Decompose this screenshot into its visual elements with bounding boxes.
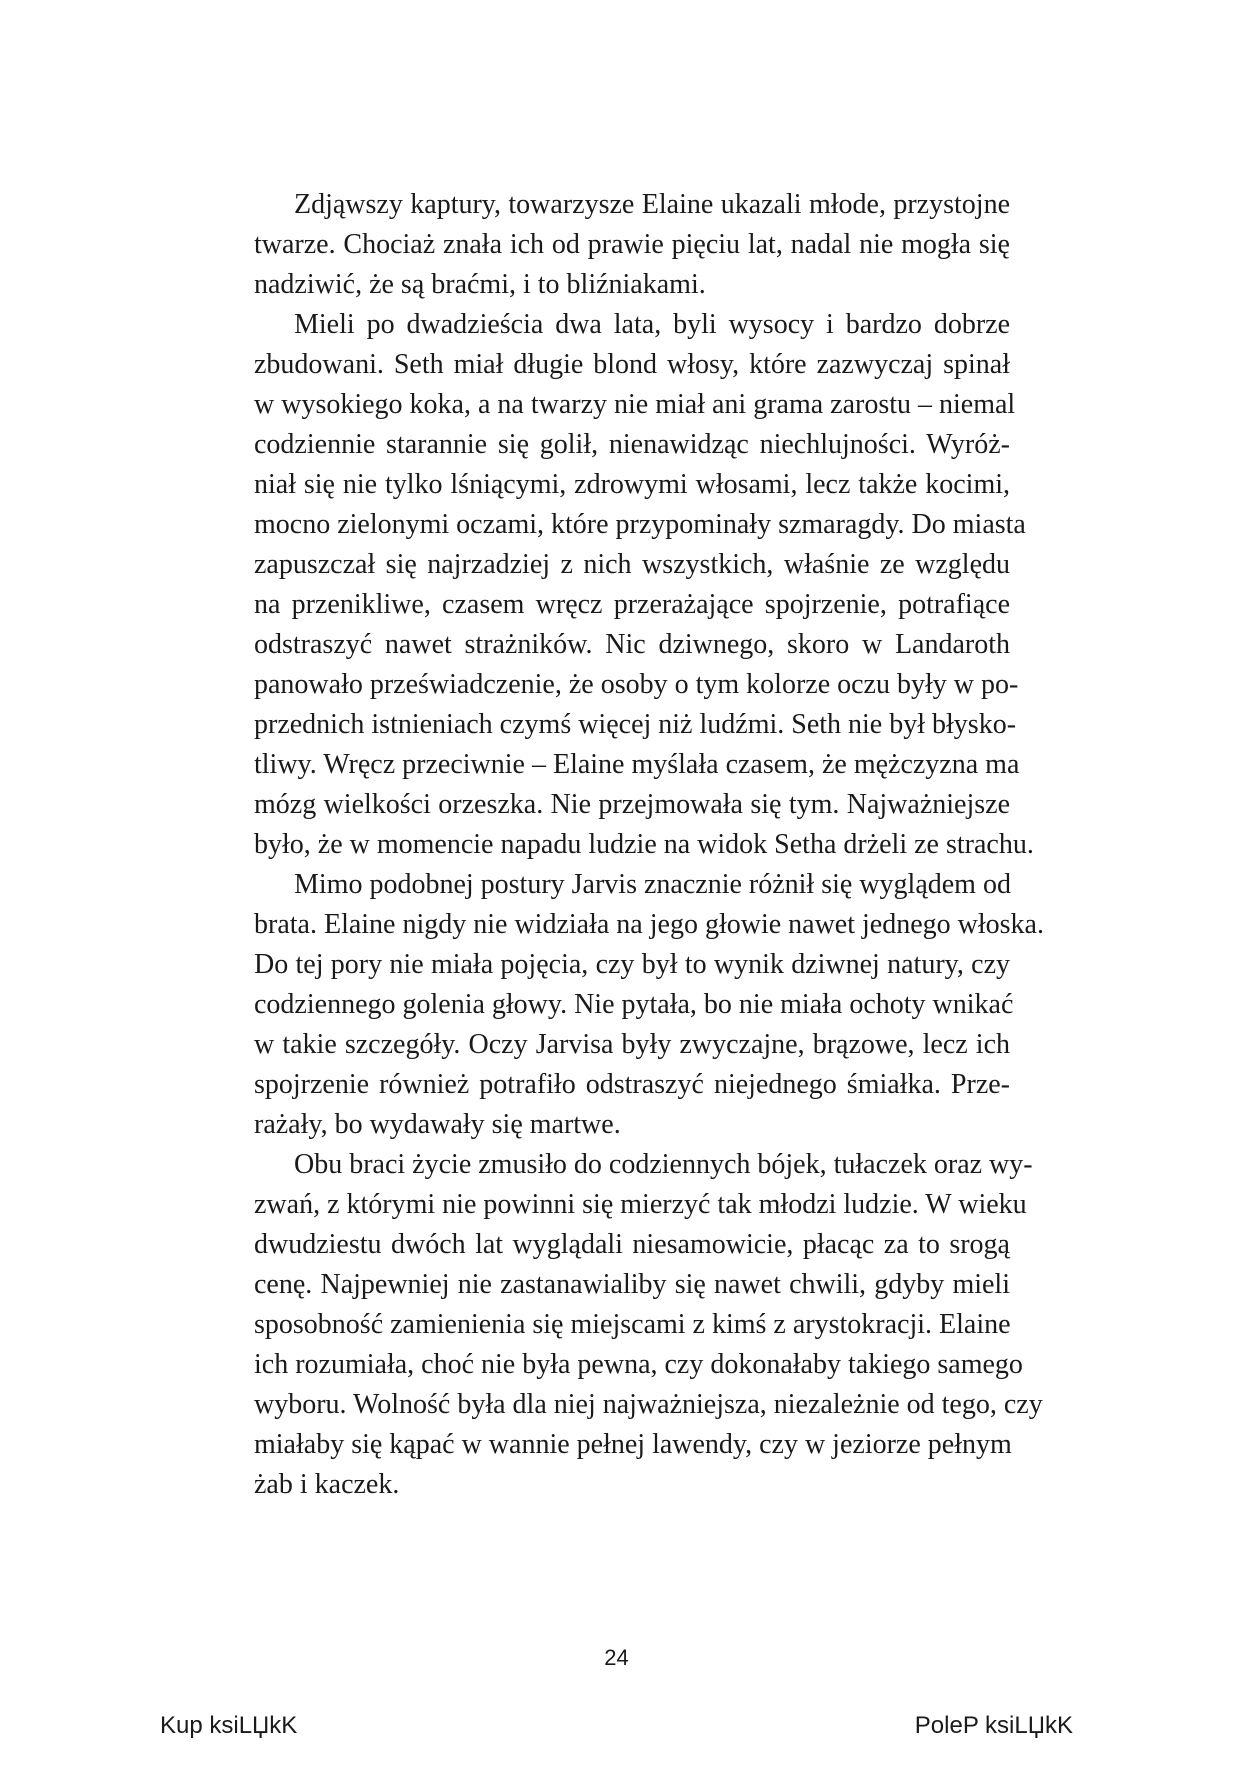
text-line: w takie szczegóły. Oczy Jarvisa były zwyczajne, brązowe, lecz ich <box>254 1029 1010 1060</box>
text-line: Obu braci życie zmusiło do codziennych bójek, tułaczek oraz wy- <box>294 1149 1033 1180</box>
text-line: zwań, z którymi nie powinni się mierzyć tak młodzi ludzie. W wieku <box>254 1189 1027 1220</box>
text-line: brata. Elaine nigdy nie widziała na jego głowie nawet jednego włoska. <box>254 909 1044 940</box>
text-line: twarze. Chociaż znała ich od prawie pięciu lat, nadal nie mogła się <box>254 229 1010 260</box>
text-line: miałaby się kąpać w wannie pełnej lawendy, czy w jeziorze pełnym <box>254 1429 1012 1460</box>
text-line: Zdjąwszy kaptury, towarzysze Elaine ukazali młode, przystojne <box>294 189 1010 220</box>
text-line: cenę. Najpewniej nie zastanawialiby się nawet chwili, gdyby mieli <box>254 1269 1010 1300</box>
paragraph-3 <box>214 865 1044 1145</box>
text-line: zbudowani. Seth miał długie blond włosy, które zazwyczaj spinał <box>254 349 1010 380</box>
text-line: sposobność zamienienia się miejscami z kimś z arystokracji. Elaine <box>254 1309 1011 1340</box>
text-line: dwudziestu dwóch lat wyglądali niesamowicie, płacąc za to srogą <box>254 1229 1010 1260</box>
text-line: odstraszyć nawet strażników. Nic dziwnego, skoro w Landaroth <box>254 629 1010 660</box>
page-body <box>214 185 1044 1505</box>
text-line: niał się nie tylko lśniącymi, zdrowymi włosami, lecz także kocimi, <box>254 469 1010 500</box>
page-number: 24 <box>604 1645 629 1670</box>
text-line: było, że w momencie napadu ludzie na widok Setha drżeli ze strachu. <box>254 829 1034 860</box>
paragraph-2 <box>214 305 1034 865</box>
text-line: zapuszczał się najrzadziej z nich wszystkich, właśnie ze względu <box>254 549 1010 580</box>
text-line: panowało przeświadczenie, że osoby o tym kolorze oczu były w po- <box>254 669 1019 700</box>
text-line: mocno zielonymi oczami, które przypominały szmaragdy. Do miasta <box>254 509 1026 540</box>
buy-book-link[interactable]: Kup ksiLЏkK <box>160 1712 298 1739</box>
paragraph-1 <box>214 185 1010 305</box>
text-line: ich rozumiała, choć nie była pewna, czy dokonałaby takiego samego <box>254 1349 1023 1380</box>
text-line: Do tej pory nie miała pojęcia, czy był to wynik dziwnej natury, czy <box>254 949 1010 980</box>
text-line: tliwy. Wręcz przeciwnie – Elaine myślała czasem, że mężczyzna ma <box>254 749 1020 780</box>
paragraph-4 <box>214 1145 1043 1505</box>
text-line: mózg wielkości orzeszka. Nie przejmowała się tym. Najważniejsze <box>254 789 1010 820</box>
text-line: codziennie starannie się golił, nienawidząc niechlujności. Wyróż- <box>254 429 1010 460</box>
text-line: codziennego golenia głowy. Nie pytała, bo nie miała ochoty wnikać <box>254 989 1014 1020</box>
text-line: rażały, bo wydawały się martwe. <box>254 1109 621 1140</box>
text-line: żab i kaczek. <box>254 1469 400 1500</box>
text-line: w wysokiego koka, a na twarzy nie miał ani grama zarostu – niemal <box>254 389 1016 420</box>
rate-book-link[interactable]: PoleP ksiLЏkK <box>914 1712 1073 1739</box>
text-line: Mimo podobnej postury Jarvis znacznie różnił się wyglądem od <box>294 869 1011 900</box>
text-line: Mieli po dwadzieścia dwa lata, byli wysocy i bardzo dobrze <box>294 309 1010 340</box>
text-line: wyboru. Wolność była dla niej najważniejsza, niezależnie od tego, czy <box>254 1389 1043 1420</box>
text-line: nadziwić, że są braćmi, i to bliźniakami. <box>254 269 706 300</box>
text-line: na przenikliwe, czasem wręcz przerażające spojrzenie, potrafiące <box>254 589 1010 620</box>
text-line: przednich istnieniach czymś więcej niż ludźmi. Seth nie był błysko- <box>254 709 1017 740</box>
text-line: spojrzenie również potrafiło odstraszyć niejednego śmiałka. Prze- <box>254 1069 1010 1100</box>
